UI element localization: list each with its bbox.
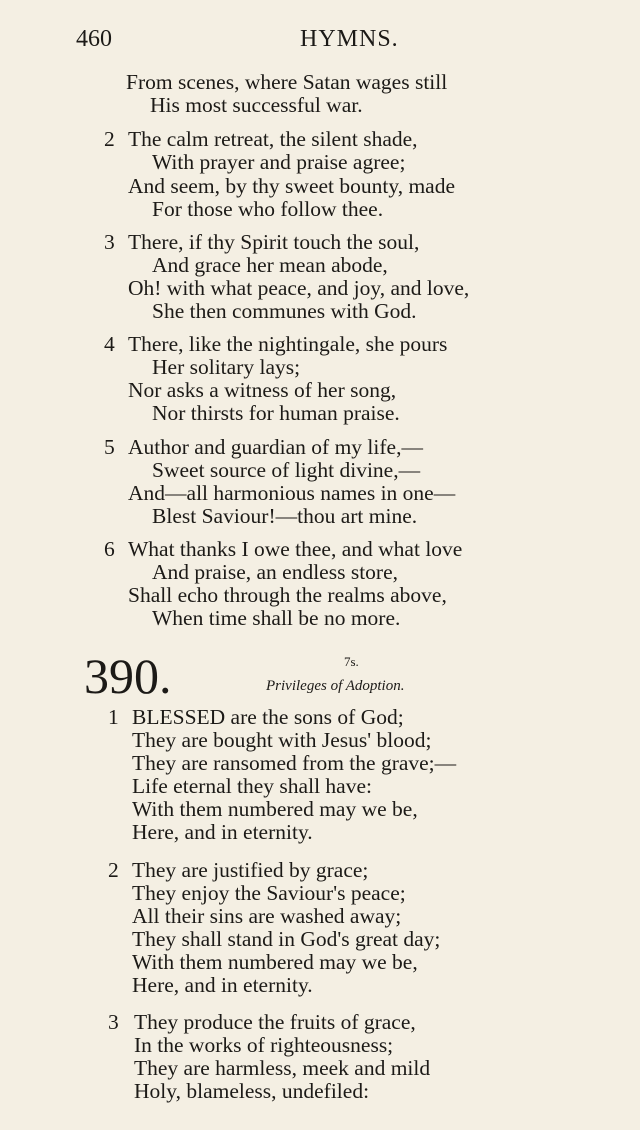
verse-line: Sweet source of light divine,— bbox=[152, 458, 421, 482]
verse-line: Author and guardian of my life,— bbox=[128, 435, 423, 459]
verse-number: 6 bbox=[104, 537, 115, 561]
verse-number: 1 bbox=[108, 705, 119, 729]
verse-line: With them numbered may we be, bbox=[132, 797, 418, 821]
verse-line: The calm retreat, the silent shade, bbox=[128, 127, 418, 151]
verse-line: With them numbered may we be, bbox=[132, 950, 418, 974]
page-header bbox=[0, 26, 640, 56]
verse-line: They are ransomed from the grave;— bbox=[132, 751, 457, 775]
verse-line: And praise, an endless store, bbox=[152, 560, 398, 584]
verse-line: And seem, by thy sweet bounty, made bbox=[128, 174, 456, 198]
verse-line: Life eternal they shall have: bbox=[132, 774, 372, 798]
hymn-title: Privileges of Adoption. bbox=[266, 678, 405, 694]
hymn-meter: 7s. bbox=[344, 654, 359, 669]
verse-line: BLESSED are the sons of God; bbox=[132, 705, 404, 729]
verse-line: They shall stand in God's great day; bbox=[132, 927, 441, 951]
verse-line: Blest Saviour!—thou art mine. bbox=[152, 504, 418, 528]
verse-number: 3 bbox=[104, 230, 115, 254]
page-number: 460 bbox=[76, 26, 112, 52]
continuation-line: His most successful war. bbox=[150, 93, 363, 117]
verse-number: 5 bbox=[104, 435, 115, 459]
verse-number: 2 bbox=[108, 858, 119, 882]
verse-number: 4 bbox=[104, 332, 115, 356]
verse-line: And grace her mean abode, bbox=[152, 253, 388, 277]
verse-line: Nor asks a witness of her song, bbox=[128, 378, 397, 402]
verse-line: Here, and in eternity. bbox=[132, 973, 313, 997]
verse-line: Here, and in eternity. bbox=[132, 820, 313, 844]
verse-line: They produce the fruits of grace, bbox=[134, 1010, 416, 1034]
verse-line: Holy, blameless, undefiled: bbox=[134, 1079, 370, 1103]
verse-line: They enjoy the Saviour's peace; bbox=[132, 881, 406, 905]
verse-line: All their sins are washed away; bbox=[132, 904, 402, 928]
verse-line: Oh! with what peace, and joy, and love, bbox=[128, 276, 470, 300]
verse-line: Nor thirsts for human praise. bbox=[152, 401, 400, 425]
verse-line: Her solitary lays; bbox=[152, 355, 301, 379]
verse-number: 3 bbox=[108, 1010, 119, 1034]
verse-line: They are bought with Jesus' blood; bbox=[132, 728, 432, 752]
verse-line: There, if thy Spirit touch the soul, bbox=[128, 230, 420, 254]
verse-number: 2 bbox=[104, 127, 115, 151]
verse-line: There, like the nightingale, she pours bbox=[128, 332, 448, 356]
verse-line: When time shall be no more. bbox=[152, 606, 401, 630]
hymn-number: 390. bbox=[84, 648, 172, 704]
verse-line: With prayer and praise agree; bbox=[152, 150, 406, 174]
verse-line: They are harmless, meek and mild bbox=[134, 1056, 431, 1080]
continuation-line: From scenes, where Satan wages still bbox=[126, 70, 448, 94]
verse-line: For those who follow thee. bbox=[152, 197, 384, 221]
running-head: HYMNS. bbox=[300, 26, 399, 52]
verse-line: They are justified by grace; bbox=[132, 858, 369, 882]
verse-line: She then communes with God. bbox=[152, 299, 417, 323]
verse-line: What thanks I owe thee, and what love bbox=[128, 537, 463, 561]
verse-line: In the works of righteousness; bbox=[134, 1033, 394, 1057]
verse-line: Shall echo through the realms above, bbox=[128, 583, 447, 607]
verse-line: And—all harmonious names in one— bbox=[128, 481, 456, 505]
